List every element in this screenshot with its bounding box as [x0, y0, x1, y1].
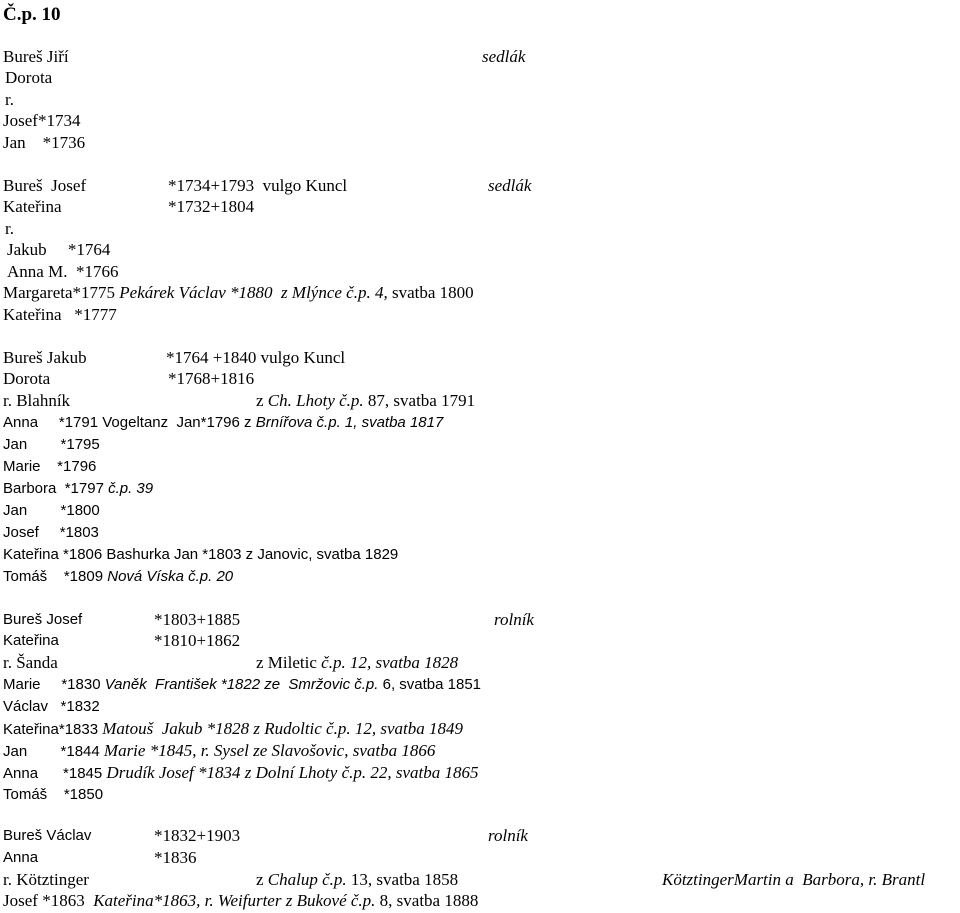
text-line: Marie *1830 Vaněk František *1822 ze Smržovic č.p. 6, svatba 1851 — [3, 676, 482, 693]
text-line: r. — [5, 219, 14, 238]
text-line: Margareta*1775 Pekárek Václav *1880 z Mlýnce č.p. 4, svatba 1800 — [3, 283, 474, 302]
text-line: *1732+1804 — [168, 197, 255, 216]
text-line: Dorota — [5, 68, 53, 87]
text-line: Kateřina *1806 Bashurka Jan *1803 z Janovic, svatba 1829 — [3, 546, 399, 563]
text-line: Barbora *1797 č.p. 39 — [3, 480, 154, 497]
text-line: z Ch. Lhoty č.p. 87, svatba 1791 — [256, 391, 476, 410]
text-line: Jan *1844 Marie *1845, r. Sysel ze Slavošovic, svatba 1866 — [3, 741, 436, 760]
text-line: Jan *1795 — [3, 436, 100, 453]
text-line: Bureš Jiří — [3, 47, 69, 66]
text-line: *1764 +1840 vulgo Kuncl — [166, 348, 346, 367]
occupation-label: sedlák — [482, 47, 526, 66]
text-line: Bureš Josef — [3, 176, 87, 195]
text-line: Dorota — [3, 369, 51, 388]
text-line: Václav *1832 — [3, 698, 100, 715]
text-line: z Miletic č.p. 12, svatba 1828 — [256, 653, 459, 672]
text-line: Anna *1845 Drudík Josef *1834 z Dolní Lhoty č.p. 22, svatba 1865 — [3, 763, 479, 782]
text-line: Marie *1796 — [3, 458, 97, 475]
text-line: *1832+1903 — [154, 826, 241, 845]
text-line: Jan *1736 — [3, 133, 86, 152]
occupation-label: sedlák — [488, 176, 532, 195]
occupation-label: rolník — [494, 610, 534, 629]
text-line: Anna M. *1766 — [7, 262, 119, 281]
page-title: Č.p. 10 — [3, 4, 61, 25]
text-line: Kateřina — [3, 197, 62, 216]
text-line: *1836 — [154, 848, 197, 867]
text-line: Bureš Josef — [3, 611, 83, 628]
text-line: Kateřina*1833 Matouš Jakub *1828 z Rudoltic č.p. 12, svatba 1849 — [3, 719, 463, 738]
text-line: *1768+1816 — [168, 369, 255, 388]
text-line: *1803+1885 — [154, 610, 241, 629]
text-line: r. Šanda — [3, 653, 58, 672]
text-line: Tomáš *1850 — [3, 786, 104, 803]
text-line: Josef *1863 Kateřina*1863, r. Weifurter z Bukové č.p. 8, svatba 1888 — [3, 891, 479, 910]
text-line: Anna *1791 Vogeltanz Jan*1796 z Brnířova č.p. 1, svatba 1817 — [3, 414, 444, 431]
text-line: r. Blahník — [3, 391, 71, 410]
text-line: Josef *1803 — [3, 524, 99, 541]
text-line: r. Kötztinger — [3, 870, 89, 889]
text-line: *1810+1862 — [154, 631, 241, 650]
occupation-label: rolník — [488, 826, 528, 845]
text-line: r. — [5, 90, 14, 109]
text-line: Anna — [3, 849, 39, 866]
text-line: Kateřina *1777 — [3, 305, 117, 324]
text-line: Jan *1800 — [3, 502, 100, 519]
text-line: Kateřina — [3, 632, 59, 649]
text-line: Bureš Václav — [3, 827, 92, 844]
text-line: Jakub *1764 — [7, 240, 111, 259]
text-line: Josef*1734 — [3, 111, 81, 130]
text-line: *1734+1793 vulgo Kuncl — [168, 176, 348, 195]
text-line: z Chalup č.p. 13, svatba 1858 — [256, 870, 459, 889]
text-line: Bureš Jakub — [3, 348, 87, 367]
text-line: Tomáš *1809 Nová Víska č.p. 20 — [3, 568, 234, 585]
parents-note: KötztingerMartin a Barbora, r. Brantl — [662, 870, 926, 889]
